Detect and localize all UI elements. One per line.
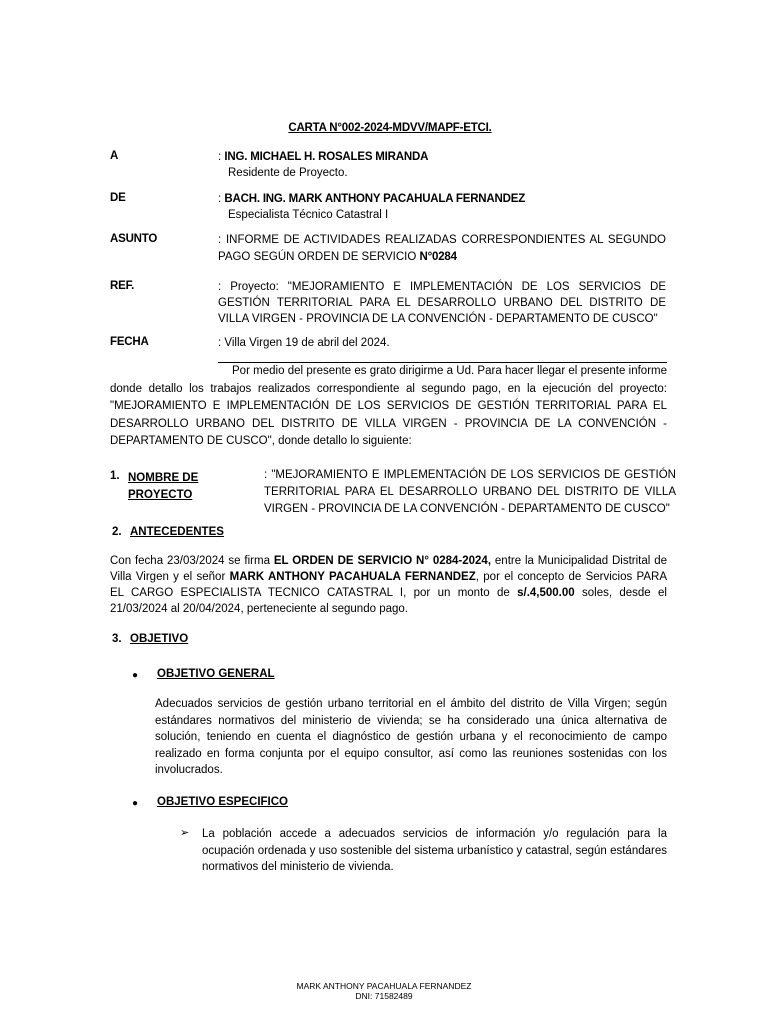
- date-label: FECHA: [110, 336, 149, 348]
- subject-value: [218, 232, 666, 266]
- to-value: [218, 149, 666, 181]
- section3-title: OBJETIVO: [130, 633, 189, 645]
- section2-bold2: MARK ANTHONY PACAHUALA FERNANDEZ: [229, 571, 476, 583]
- section2-p2: entre la Municipalidad Distrital de Villa Virgen y el señor: [110, 555, 667, 583]
- section2-paragraph: [110, 553, 667, 617]
- colon: :: [218, 281, 222, 293]
- section2-bold1: EL ORDEN DE SERVICIO N° 0284-2024,: [273, 555, 492, 567]
- subject-number: N°0284: [419, 251, 457, 263]
- ref-label: REF.: [110, 280, 135, 292]
- section1-value: [264, 467, 676, 518]
- section2-bold3: s/.4,500.00: [517, 587, 575, 599]
- section1-title-line2: PROYECTO: [128, 489, 193, 501]
- ref-text: Proyecto: "MEJORAMIENTO E IMPLEMENTACIÓN DE LOS SERVICIOS DE GESTIÓN TERRITORIAL PARA EL DESARROLLO URBANO DEL DISTRITO DE VILLA VIRGEN - PROVINCIA DE LA CONVENCIÓN - DEPARTAMENTO DE CUSCO": [218, 281, 666, 325]
- section1-title: [128, 470, 212, 504]
- date-value: [218, 335, 666, 351]
- section2-title: ANTECEDENTES: [130, 526, 224, 538]
- bullet-icon: ●: [132, 670, 139, 681]
- date-text: Villa Virgen 19 de abril del 2024.: [224, 337, 390, 349]
- general-objective-text: Adecuados servicios de gestión urbano territorial en el ámbito del distrito de Villa Virgen; según estándares normativos del ministerio de vivienda; se ha considerado una única alternativa de solución, teniendo en cuenta el diagnóstico de gestión urbana y el reconocimiento de campo realizado en forma conjunta por el equipo consultor, así como las reuniones sostenidas con los involucrados.: [155, 698, 667, 776]
- subject-text: INFORME DE ACTIVIDADES REALIZADAS CORRESPONDIENTES AL SEGUNDO PAGO SEGÚN ORDEN DE SERVICIO: [218, 234, 666, 263]
- section2-p1: Con fecha 23/03/2024 se firma: [110, 555, 270, 567]
- section1-number: 1.: [110, 470, 120, 482]
- footer-dni: DNI: 71582489: [355, 991, 413, 1001]
- to-role: Residente de Proyecto.: [228, 167, 348, 179]
- section2-p3: , por el concepto de Servicios PARA EL CARGO ESPECIALISTA TECNICO CATASTRAL I, por un monto de: [110, 571, 667, 599]
- intro-text: Por medio del presente es grato dirigirme a Ud. Para hacer llegar el presente informe donde detallo los trabajos realizados correspondiente al segundo pago, en la ejecución del proyecto: "MEJORAMIENTO E IMPLEMENTACIÓN DE LOS SERVICIOS DE GESTIÓN TERRITORIAL PARA EL DESARROLLO URBANO DEL DISTRITO DE VILLA VIRGEN - PROVINCIA DE LA CONVENCIÓN - DEPARTAMENTO DE CUSCO", donde detallo lo siguiente:: [110, 365, 667, 447]
- from-name: BACH. ING. MARK ANTHONY PACAHUALA FERNANDEZ: [224, 193, 526, 205]
- from-label: DE: [110, 192, 126, 204]
- bullet-icon: ●: [132, 798, 139, 809]
- section1-text: "MEJORAMIENTO E IMPLEMENTACIÓN DE LOS SERVICIOS DE GESTIÓN TERRITORIAL PARA EL DESARROLLO URBANO DEL DISTRITO DE VILLA VIRGEN - PROVINCIA DE LA CONVENCIÓN - DEPARTAMENTO DE CUSCO": [264, 469, 676, 515]
- letter-title: CARTA N°002-2024-MDVV/MAPF-ETCI.: [288, 122, 492, 134]
- to-label: A: [110, 150, 119, 162]
- colon: :: [218, 337, 222, 349]
- section2-p4: soles, desde el 21/03/2024 al 20/04/2024, perteneciente al segundo pago.: [110, 587, 667, 615]
- from-value: [218, 191, 666, 223]
- general-objective-title: OBJETIVO GENERAL: [157, 668, 275, 680]
- footer-name: MARK ANTHONY PACAHUALA FERNANDEZ: [296, 981, 472, 991]
- section1-title-line1: NOMBRE DE: [128, 472, 199, 484]
- subject-label: ASUNTO: [110, 233, 158, 245]
- colon: :: [218, 234, 222, 246]
- specific-objective-title: OBJETIVO ESPECIFICO: [157, 796, 288, 808]
- section3-number: 3.: [112, 633, 122, 645]
- from-role: Especialista Técnico Catastral I: [228, 209, 389, 221]
- ref-value: [218, 279, 666, 327]
- to-name: ING. MICHAEL H. ROSALES MIRANDA: [224, 151, 429, 163]
- arrow-bullet-icon: ➢: [180, 827, 190, 839]
- colon: :: [264, 469, 268, 481]
- colon: :: [218, 151, 222, 163]
- specific-objective-item: La población accede a adecuados servicios de información y/o regulación para la ocupación ordenada y uso sostenible del sistema urbanístico y catastral, según estándares normativos del ministerio de vivienda.: [202, 828, 667, 873]
- colon: :: [218, 193, 222, 205]
- section2-number: 2.: [112, 526, 122, 538]
- intro-paragraph: [110, 363, 667, 451]
